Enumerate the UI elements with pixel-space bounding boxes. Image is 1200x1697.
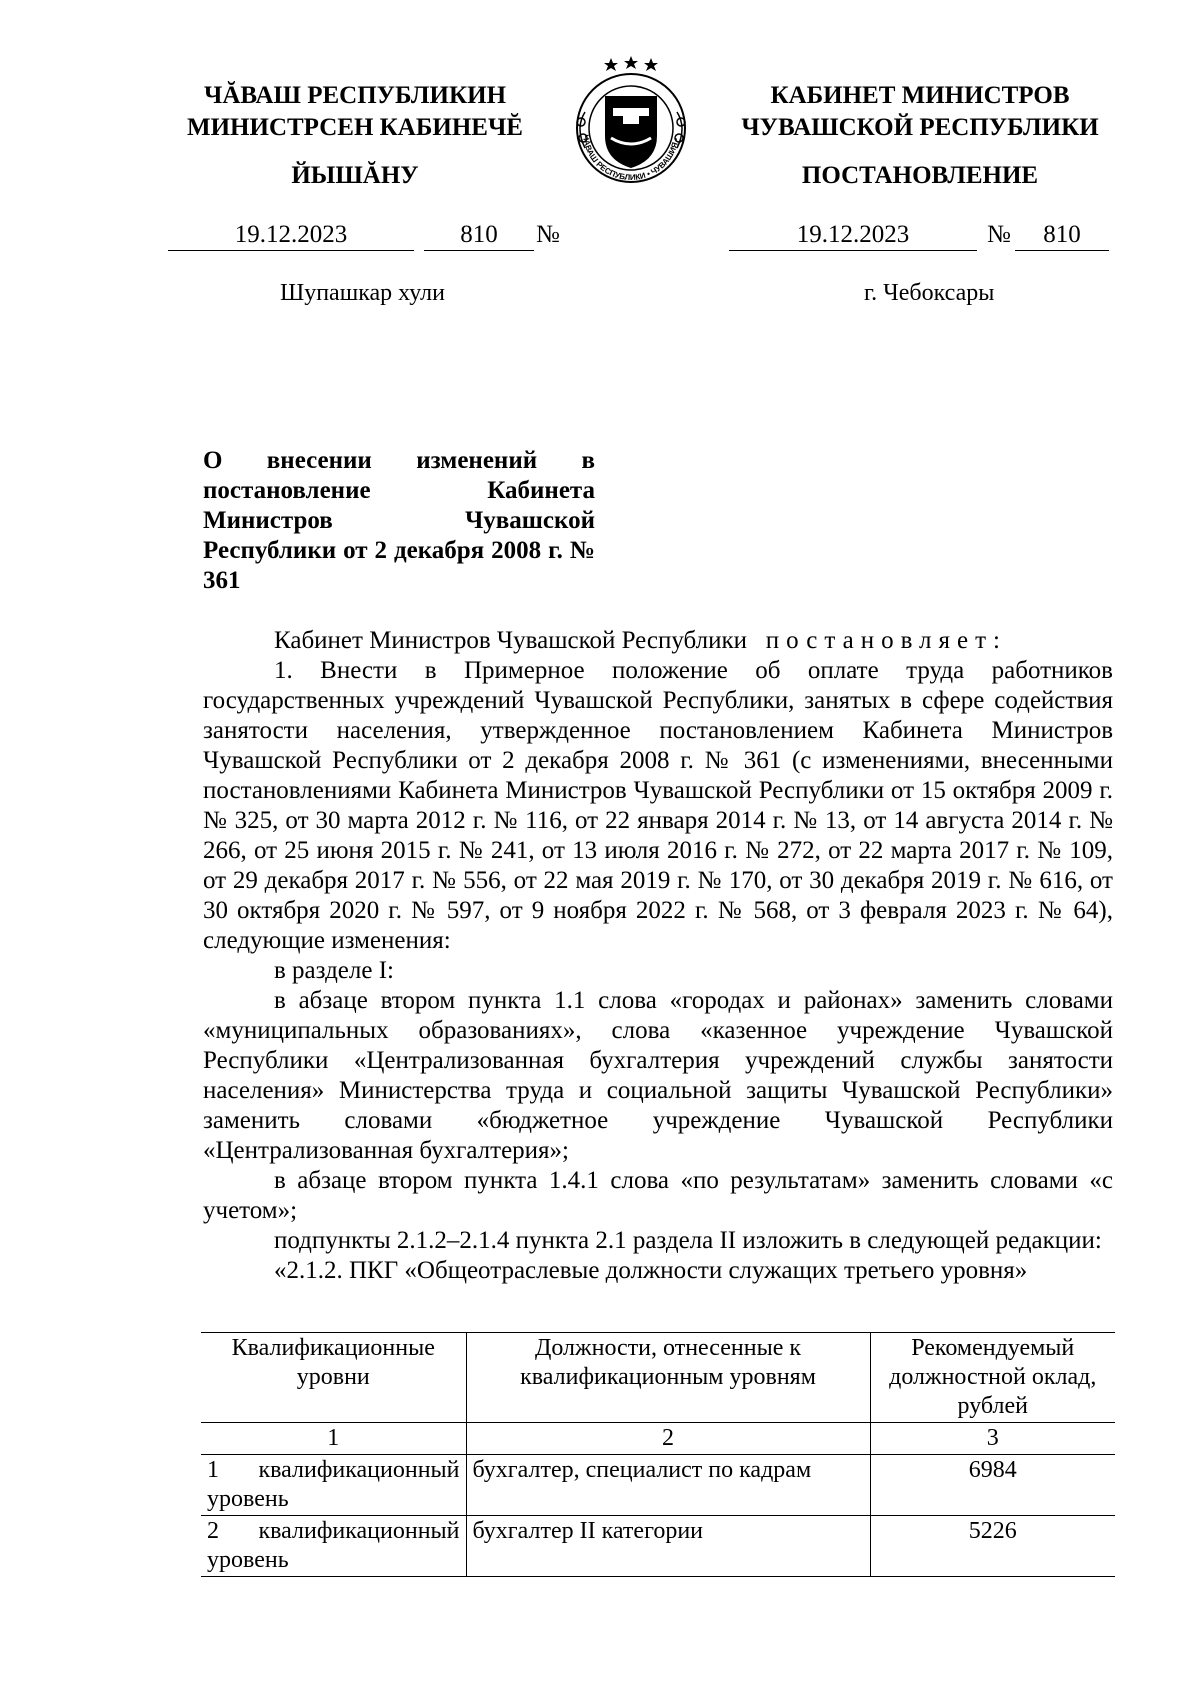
left-number: 810 — [424, 220, 534, 251]
row-positions: бухгалтер, специалист по кадрам — [466, 1455, 870, 1516]
row-positions: бухгалтер II категории — [466, 1516, 870, 1577]
right-doc-type: ПОСТАНОВЛЕНИЕ — [801, 162, 1039, 189]
header-qualification-levels: Квалификационные уровни — [201, 1333, 466, 1423]
table-row — [201, 1516, 1115, 1577]
column-number-3: 3 — [870, 1423, 1115, 1455]
row-salary: 5226 — [870, 1516, 1115, 1577]
table-row — [201, 1455, 1115, 1516]
right-authority-line1: КАБИНЕТ МИНИСТРОВ — [770, 82, 1070, 109]
paragraph-1: 1. Внести в Примерное положение об оплате труда работников государственных учреждений Чувашской Республики, занятых в сфере содействия занятости населения, утвержденное постановлением Кабинета Министров Чувашской Республики от 2 декабря 2008 г. № 361 (с изменениями, внесенными постановлениями Кабинета Министров Чувашской Республики от 15 октября 2009 г. № 325, от 30 марта 2012 г. № 116, от 22 января 2014 г. № 13, от 14 августа 2014 г. № 266, от 25 июня 2015 г. № 241, от 13 июля 2016 г. № 272, от 22 марта 2017 г. № 109, от 29 декабря 2017 г. № 556, от 22 мая 2019 г. № 170, от 30 декабря 2019 г. № 616, от 30 октября 2020 г. № 597, от 9 ноября 2022 г. № 568, от 3 февраля 2023 г. № 64), следующие изменения: — [203, 657, 1113, 954]
right-authority-line2: ЧУВАШСКОЙ РЕСПУБЛИКИ — [741, 114, 1099, 141]
paragraph-section-1: в разделе I: — [274, 957, 394, 984]
row-level: 1 квалификационный уровень — [201, 1455, 466, 1516]
table-header-row — [201, 1333, 1115, 1423]
left-date: 19.12.2023 — [168, 220, 414, 251]
left-city: Шупашкар хули — [280, 280, 445, 306]
paragraph-item-1-4-1: в абзаце втором пункта 1.4.1 слова «по результатам» заменить словами «с учетом»; — [203, 1167, 1113, 1224]
paragraph-subitems-2-1: подпункты 2.1.2–2.1.4 пункта 2.1 раздела II изложить в следующей редакции: — [274, 1227, 1102, 1254]
emblem-graphic — [555, 52, 707, 187]
header-salary: Рекомендуемый должностной оклад, рублей — [870, 1333, 1115, 1423]
paragraph-item-1-1: в абзаце втором пункта 1.1 слова «городах и районах» заменить словами «муниципальных образованиях», слова «казенное учреждение Чувашской Республики «Централизованная бухгалтерия учреждений службы занятости населения» Министерства труда и социальной защиты Чувашской Республики» заменить словами «бюджетное учреждение Чувашской Республики «Централизованная бухгалтерия»; — [203, 987, 1113, 1164]
preamble — [203, 626, 1113, 656]
row-salary: 6984 — [870, 1455, 1115, 1516]
preamble-start: Кабинет Министров Чувашской Республики — [274, 627, 748, 654]
document-title: О внесении изменений в постановление Кабинета Министров Чувашской Республики от 2 декабря 2008 г. № 361 — [203, 447, 595, 594]
column-number-2: 2 — [466, 1423, 870, 1455]
right-number: 810 — [1015, 220, 1109, 251]
preamble-resolves: постановляет: — [765, 627, 1008, 654]
salary-table — [201, 1332, 1115, 1577]
left-number-sign: № — [536, 221, 560, 248]
right-authority-header — [700, 80, 1140, 144]
chuvash-emblem — [555, 52, 707, 187]
right-date: 19.12.2023 — [729, 220, 977, 251]
left-authority-header — [150, 80, 560, 144]
right-city: г. Чебоксары — [864, 280, 995, 306]
left-authority-line2: МИНИСТРСЕН КАБИНЕЧĔ — [187, 114, 523, 141]
column-number-1: 1 — [201, 1423, 466, 1455]
row-level: 2 квалификационный уровень — [201, 1516, 466, 1577]
document-body — [203, 626, 1113, 1286]
header-positions: Должности, отнесенные к квалификационным уровням — [466, 1333, 870, 1423]
paragraph-pkg-2-1-2: «2.1.2. ПКГ «Общеотраслевые должности служащих третьего уровня» — [274, 1257, 1028, 1284]
left-authority-line1: ЧĂВАШ РЕСПУБЛИКИН — [203, 82, 507, 109]
emblem-ring-text: ЧĂВАШ РЕСПУБЛИКИ • ЧУВАШИЯ • — [581, 134, 681, 183]
right-number-sign: № — [987, 221, 1011, 248]
left-doc-type: ЙЫШĂНУ — [291, 162, 419, 189]
table-column-numbers-row — [201, 1423, 1115, 1455]
